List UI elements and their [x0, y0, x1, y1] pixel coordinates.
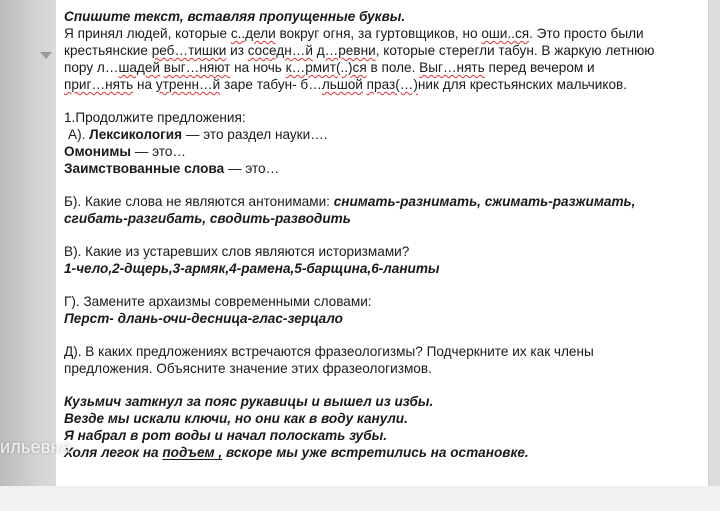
text: пору л… [64, 60, 119, 75]
text: вскоре мы уже встретились на остановке. [222, 445, 529, 460]
text: — это… [224, 161, 280, 176]
qD-line-2: предложения. Объясните значение этих фразеологизмов. [64, 361, 432, 376]
misspelled-word: соседн…й [247, 43, 313, 58]
text: ник для крестьянских мальчиков. [417, 77, 628, 92]
qB-line-2: сгибать-разгибать, сводить-разводить [64, 211, 351, 226]
misspelled-word: льшой [321, 77, 363, 92]
text: перед вечером и [484, 60, 595, 75]
misspelled-word: с..дели [230, 26, 276, 41]
term: Омонимы [64, 144, 131, 159]
qD-line-1: Д). В каких предложениях встречаются фразеологизмы? Подчеркните их как члены [64, 344, 594, 359]
misspelled-word: приг…нять [64, 77, 134, 92]
text: Б). Какие слова не являются антонимами: [64, 194, 334, 209]
chevron-down-icon [40, 52, 52, 59]
sentence-2: Везде мы искали ключи, но они как в воду канули. [64, 411, 408, 426]
text: , которые стерегли табун. В жаркую летнюю [375, 43, 655, 58]
text: на ночь [230, 60, 286, 75]
text: вокруг огня, за гуртовщиков, но [275, 26, 482, 41]
qV-question: В). Какие из устаревших слов являются историзмами? [64, 244, 410, 259]
misspelled-word: утренн…й [155, 77, 221, 92]
passage-line-2 [64, 42, 704, 59]
sentence-3: Я набрал в рот воды и начал полоскать зубы. [64, 428, 388, 443]
misspelled-word: реб…тишки [151, 43, 227, 58]
passage-line-4 [64, 76, 704, 93]
name-overlay: ильевна [0, 437, 71, 457]
misspelled-word: д…ревни [316, 43, 376, 58]
q1-homonyms [64, 143, 704, 160]
qG-question: Г). Замените архаизмы современными словами: [64, 294, 372, 309]
term: Лексикология [89, 127, 183, 142]
q1-borrowed [64, 160, 704, 177]
misspelled-word: шадей [118, 60, 160, 75]
text: на [133, 77, 156, 92]
qB-line-1 [64, 193, 704, 210]
passage-line-1 [64, 25, 704, 42]
qV-answer: 1-чело,2-дщерь,3-армяк,4-рамена,5-барщина,6-ланиты [64, 261, 440, 276]
text: А). [68, 127, 90, 142]
sentence-4 [64, 444, 704, 461]
misspelled-word: выг…няют [163, 60, 231, 75]
underlined-word: подъем , [162, 445, 223, 460]
term: Заимствованные слова [64, 161, 225, 176]
text: в поле. [366, 60, 420, 75]
misspelled-word: оши..ся [481, 26, 530, 41]
text: Я принял людей, которые [64, 26, 231, 41]
document-margin-left [0, 0, 56, 511]
misspelled-word: к…рмит(..)ся [285, 60, 367, 75]
qG-answer: Перст- длань-очи-десница-глас-зерцало [64, 311, 343, 326]
document-page [56, 0, 708, 486]
q1-lexicology [64, 126, 704, 143]
bottom-bar [0, 486, 720, 511]
text: — это раздел науки…. [182, 127, 328, 142]
document-margin-right [708, 0, 720, 511]
text: из [226, 43, 248, 58]
sentence-1: Кузьмич заткнул за пояс рукавицы и вышел из избы. [64, 394, 434, 409]
passage-line-3 [64, 59, 704, 76]
text: Холя легок на [64, 445, 163, 460]
text: крестьянские [64, 43, 152, 58]
text: заре табун- б… [220, 77, 322, 92]
misspelled-word: праз(…) [366, 77, 418, 92]
text: . Это просто были [529, 26, 644, 41]
text: — это… [131, 144, 187, 159]
document-content [64, 8, 704, 461]
task-title: Спишите текст, вставляя пропущенные буквы. [64, 9, 406, 24]
q1-intro: 1.Продолжите предложения: [64, 110, 246, 125]
answer-words: снимать-разнимать, сжимать-разжимать, [333, 194, 636, 209]
misspelled-word: Выг…нять [419, 60, 485, 75]
